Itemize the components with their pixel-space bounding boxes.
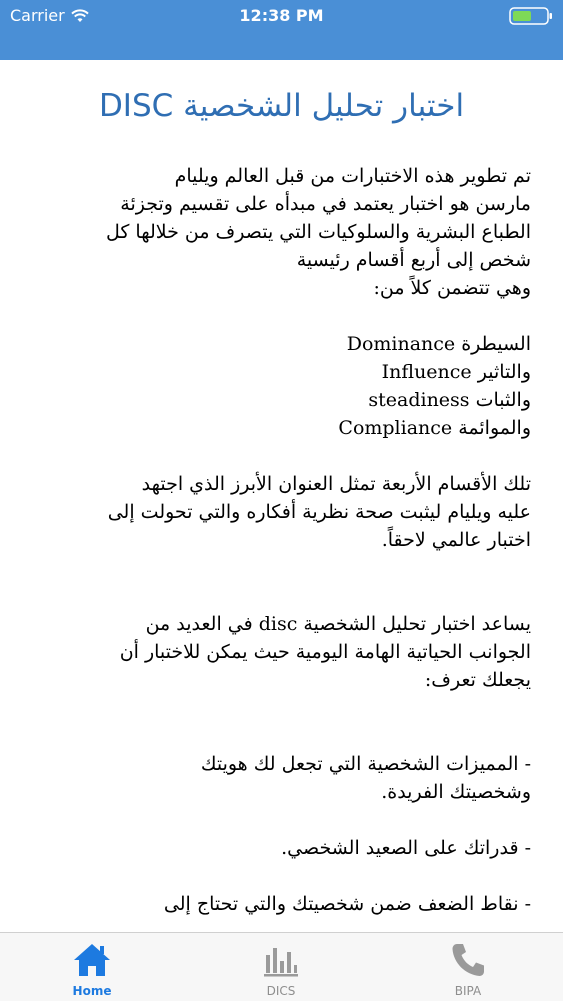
tab-dics-label: DICS [266,984,296,998]
page-title: اختبار تحليل الشخصية DISC [98,88,465,124]
bullet-abilities: - قدراتك على الصعيد الشخصي. [281,837,531,859]
paragraph-disc-types: السيطرة Dominance والتاثير Influence والثبات steadiness والموائمة Compliance [338,333,531,439]
carrier-label: Carrier [10,6,65,25]
paragraph-benefits: يساعد اختبار تحليل الشخصية disc في العديد من الجوانب الحياتية الهامة اليومية حيث يمكن للاختبار أن يجعلك تعرف: [119,613,531,691]
bar-chart-icon [261,941,301,979]
article-body [31,162,531,918]
battery-icon [509,7,553,25]
tab-bipa-label: BIPA [454,984,482,998]
home-icon [72,941,112,979]
article-content[interactable] [0,60,563,932]
bullet-features: - المميزات الشخصية التي تجعل لك هويتك وشخصيتك الفريدة. [200,753,531,803]
tab-home[interactable] [17,933,167,1001]
tab-bipa[interactable] [393,933,543,1001]
paragraph-sections: تلك الأقسام الأربعة تمثل العنوان الأبرز الذي اجتهد عليه ويليام ليثبت صحة نظرية أفكاره والتي تحولت إلى اختبار عالمي لاحقاً. [107,473,531,551]
tab-bar [0,932,563,1001]
tab-dics[interactable] [206,933,356,1001]
status-bar [0,0,563,60]
tab-home-label: Home [72,984,112,998]
status-time: 12:38 PM [239,6,324,25]
bullet-weaknesses: - نقاط الضعف ضمن شخصيتك والتي تحتاج إلى [163,893,531,915]
phone-icon [448,941,488,979]
paragraph-intro: تم تطوير هذه الاختبارات من قبل العالم ويليام مارسن هو اختبار يعتمد في مبدأه على تقسيم وتجزئة الطباع البشرية والسلوكيات التي يتصرف من خلالها كل شخص إلى أربع أقسام رئيسية وهي تتضمن كلاً من: [105,165,531,299]
